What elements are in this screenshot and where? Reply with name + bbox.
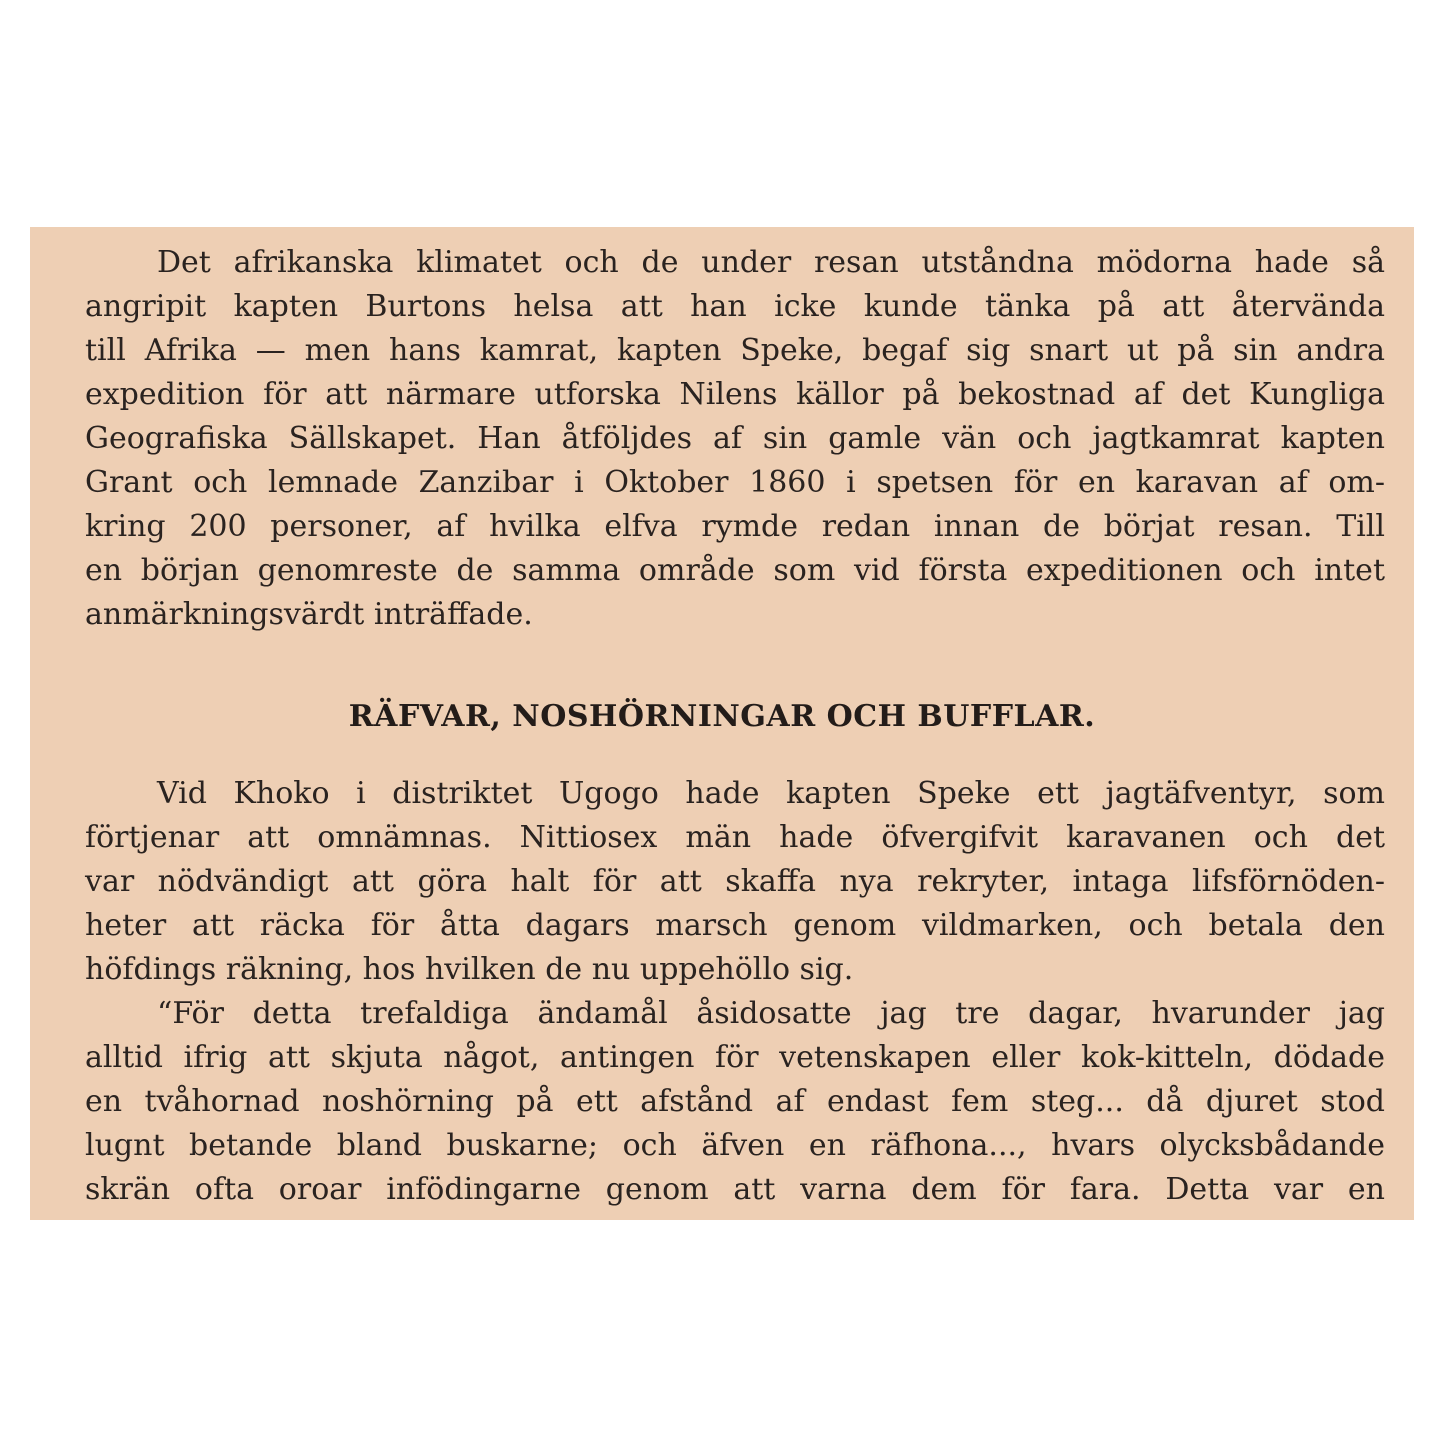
text-line: anmärkningsvärdt inträffade. [85, 597, 533, 632]
text-line: Geografiska Sällskapet. Han åtföljdes af sin gamle vän och jagtkamrat kapten [85, 421, 1385, 456]
text-line: Vid Khoko i distriktet Ugogo hade kapten Speke ett jagtäfventyr, som [157, 776, 1385, 811]
text-line: kring 200 personer, af hvilka elfva rymde redan innan de börjat resan. Till [85, 509, 1385, 544]
paragraph-burton-speke [85, 241, 1385, 637]
book-page [30, 227, 1414, 1220]
text-line: en början genomreste de samma område som vid första expeditionen och intet [85, 553, 1385, 588]
text-line: expedition för att närmare utforska Nilens källor på bekostnad af det Kungliga [85, 377, 1385, 412]
text-line: en tvåhornad noshörning på ett afstånd af endast fem steg... då djuret stod [85, 1084, 1385, 1119]
text-line: “För detta trefaldiga ändamål åsidosatte jag tre dagar, hvarunder jag [157, 996, 1385, 1031]
text-line: alltid ifrig att skjuta något, antingen för vetenskapen eller kok-kitteln, dödade [85, 1040, 1385, 1075]
text-line: var nödvändigt att göra halt för att skaffa nya rekryter, intaga lifsförnöden- [85, 864, 1385, 899]
text-line: till Afrika — men hans kamrat, kapten Speke, begaf sig snart ut på sin andra [85, 333, 1385, 368]
text-line: angripit kapten Burtons helsa att han icke kunde tänka på att återvända [85, 289, 1385, 324]
text-line: Grant och lemnade Zanzibar i Oktober 1860 i spetsen för en karavan af om- [85, 465, 1385, 500]
text-line: förtjenar att omnämnas. Nittiosex män hade öfvergifvit karavanen och det [85, 820, 1385, 855]
text-line: skrän ofta oroar infödingarne genom att varna dem för fara. Detta var en [85, 1172, 1385, 1207]
section-heading: RÄFVAR, NOSHÖRNINGAR OCH BUFFLAR. [348, 699, 1096, 734]
text-line: Det afrikanska klimatet och de under resan utståndna mödorna hade så [157, 245, 1385, 280]
text-line: lugnt betande bland buskarne; och äfven en räfhona..., hvars olycksbådande [85, 1128, 1385, 1163]
text-line: höfdings räkning, hos hvilken de nu uppehöllo sig. [85, 952, 854, 987]
paragraph-khoko [85, 772, 1385, 1212]
text-line: heter att räcka för åtta dagars marsch genom vildmarken, och betala den [85, 908, 1385, 943]
